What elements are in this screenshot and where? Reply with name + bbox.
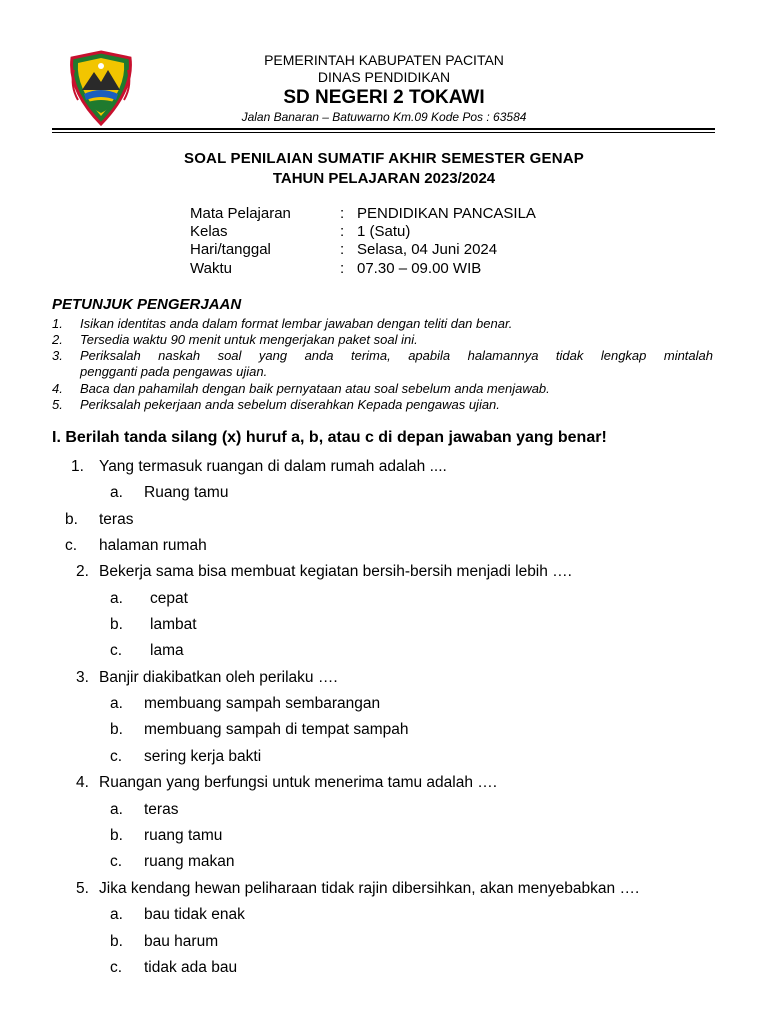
option-letter: c.	[110, 853, 123, 870]
info-value: PENDIDIKAN PANCASILA	[357, 205, 536, 222]
option-text: cepat	[150, 590, 188, 607]
option-letter: b.	[110, 616, 123, 633]
option-letter: a.	[110, 484, 123, 501]
instruction-text-continued: pengganti pada pengawas ujian.	[80, 364, 268, 379]
question-number: 2.	[76, 563, 89, 580]
option-letter: c.	[110, 959, 123, 976]
instruction-number: 1.	[52, 316, 63, 331]
question-text: Jika kendang hewan peliharaan tidak rajin dibersihkan, akan menyebabkan ….	[99, 880, 640, 897]
info-separator: :	[340, 260, 345, 277]
option-text: teras	[144, 801, 179, 818]
option-text: membuang sampah di tempat sampah	[144, 721, 409, 738]
instruction-text: Baca dan pahamilah dengan baik pernyataan atau soal sebelum anda menjawab.	[80, 381, 550, 396]
option-text: halaman rumah	[99, 537, 207, 554]
option-letter: a.	[110, 695, 123, 712]
option-letter: b.	[110, 721, 123, 738]
info-key: Waktu	[190, 260, 232, 277]
option-letter: a.	[110, 906, 123, 923]
government-name: PEMERINTAH KABUPATEN PACITAN	[264, 52, 504, 68]
section-heading: I. Berilah tanda silang (x) huruf a, b, atau c di depan jawaban yang benar!	[52, 429, 607, 446]
info-value: 07.30 – 09.00 WIB	[357, 260, 482, 277]
instruction-number: 4.	[52, 381, 63, 396]
info-separator: :	[340, 205, 345, 222]
question-number: 3.	[76, 669, 89, 686]
instruction-text: Periksalah pekerjaan anda sebelum diserahkan Kepada pengawas ujian.	[80, 397, 500, 412]
academic-year: TAHUN PELAJARAN 2023/2024	[272, 170, 496, 187]
info-key: Hari/tanggal	[190, 241, 271, 258]
option-letter: b.	[110, 933, 123, 950]
option-text: lambat	[150, 616, 197, 633]
option-letter: b.	[110, 827, 123, 844]
info-value: 1 (Satu)	[357, 223, 411, 240]
option-text: membuang sampah sembarangan	[144, 695, 381, 712]
option-letter: c.	[110, 642, 123, 659]
info-key: Kelas	[190, 223, 228, 240]
option-letter: c.	[65, 537, 78, 554]
question-number: 5.	[76, 880, 89, 897]
option-text: tidak ada bau	[144, 959, 238, 976]
option-text: Ruang tamu	[144, 484, 229, 501]
department-name: DINAS PENDIDIKAN	[317, 69, 451, 85]
info-separator: :	[340, 241, 345, 258]
exam-title: SOAL PENILAIAN SUMATIF AKHIR SEMESTER GENAP	[183, 150, 584, 167]
option-text: teras	[99, 511, 134, 528]
instruction-number: 2.	[52, 332, 63, 347]
option-letter: a.	[110, 801, 123, 818]
option-letter: c.	[110, 748, 123, 765]
option-letter: a.	[110, 590, 123, 607]
info-value: Selasa, 04 Juni 2024	[357, 241, 498, 258]
info-separator: :	[340, 223, 345, 240]
option-text: bau harum	[144, 933, 219, 950]
instruction-text: Periksalah naskah soal yang anda terima, apabila halamannya tidak lengkap mintalah	[80, 348, 713, 363]
option-letter: b.	[65, 511, 78, 528]
header-divider-thick	[52, 128, 715, 130]
question-text: Banjir diakibatkan oleh perilaku ….	[99, 669, 338, 686]
option-text: bau tidak enak	[144, 906, 245, 923]
school-name: SD NEGERI 2 TOKAWI	[283, 87, 485, 108]
info-key: Mata Pelajaran	[190, 205, 291, 222]
instruction-number: 5.	[52, 397, 63, 412]
question-text: Ruangan yang berfungsi untuk menerima tamu adalah ….	[99, 774, 498, 791]
option-text: ruang tamu	[144, 827, 223, 844]
question-number: 4.	[76, 774, 89, 791]
option-text: ruang makan	[144, 853, 235, 870]
option-text: sering kerja bakti	[144, 748, 262, 765]
instruction-text: Tersedia waktu 90 menit untuk mengerjakan paket soal ini.	[80, 332, 418, 347]
header-divider-thin	[52, 132, 715, 133]
school-address: Jalan Banaran – Batuwarno Km.09 Kode Pos : 63584	[241, 110, 527, 124]
instructions-title: PETUNJUK PENGERJAAN	[52, 296, 242, 313]
option-text: lama	[150, 642, 184, 659]
instruction-text: Isikan identitas anda dalam format lembar jawaban dengan teliti dan benar.	[80, 316, 513, 331]
instruction-number: 3.	[52, 348, 63, 363]
question-text: Bekerja sama bisa membuat kegiatan bersih-bersih menjadi lebih ….	[99, 563, 572, 580]
question-text: Yang termasuk ruangan di dalam rumah adalah ....	[99, 458, 447, 475]
question-number: 1.	[71, 458, 84, 475]
